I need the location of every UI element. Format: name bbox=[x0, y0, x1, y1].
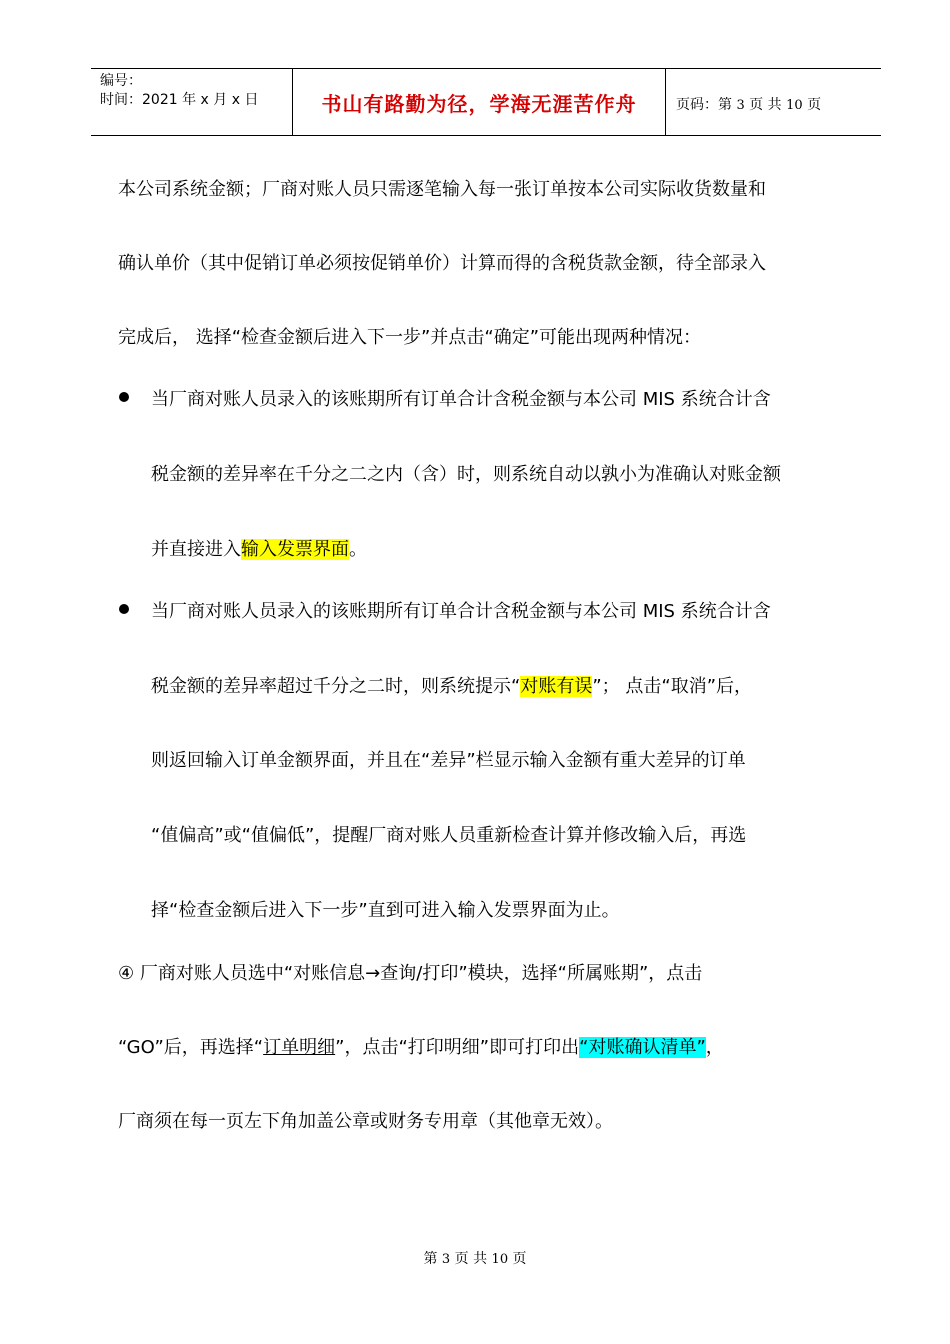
highlight-confirm-list: “对账确认清单” bbox=[579, 1037, 706, 1058]
header-top-rule bbox=[91, 68, 881, 69]
step4-line-2-start: “GO”后，再选择“ bbox=[118, 1037, 264, 1058]
page-total: 10 bbox=[786, 98, 803, 113]
bullet2-line-4: “值偏高”或“值偏低”，提醒厂商对账人员重新检查计算并修改输入后，再选 bbox=[151, 825, 747, 846]
step4-line-2-end: ， bbox=[705, 1037, 724, 1058]
page-mid: 页 共 bbox=[744, 97, 787, 113]
step4-line-2-middle: ”，点击“打印明细”即可打印出 bbox=[335, 1037, 580, 1058]
footer-current: 3 bbox=[441, 1252, 451, 1267]
bullet1-line-1: 当厂商对账人员录入的该账期所有订单合计含税金额与本公司 MIS 系统合计含 bbox=[151, 389, 771, 410]
bullet1-line-3-start: 并直接进入 bbox=[151, 539, 241, 560]
bullet1-line-3 bbox=[151, 535, 367, 561]
header-meta bbox=[100, 72, 258, 110]
step4-line-3: 厂商须在每一页左下角加盖公章或财务专用章（其他章无效）。 bbox=[118, 1111, 613, 1132]
header-divider-right bbox=[665, 68, 666, 135]
bullet2-line-2 bbox=[151, 672, 752, 698]
step4-line-1: ④ 厂商对账人员选中“对账信息→查询/打印”模块，选择“所属账期”，点击 bbox=[118, 963, 703, 984]
footer-suffix: 页 bbox=[508, 1251, 527, 1267]
bullet2-line-5: 择“检查金额后进入下一步”直到可进入输入发票界面为止。 bbox=[151, 900, 620, 921]
body-line-3: 完成后， 选择“检查金额后进入下一步”并点击“确定”可能出现两种情况： bbox=[118, 327, 702, 348]
footer-page-number bbox=[0, 1248, 950, 1268]
page-prefix: 页码：第 bbox=[676, 97, 737, 113]
bullet1-line-2: 税金额的差异率在千分之二之内（含）时，则系统自动以孰小为准确认对账金额 bbox=[151, 464, 781, 485]
footer-total: 10 bbox=[491, 1252, 509, 1267]
header-motto: 书山有路勤为径，学海无涯苦作舟 bbox=[321, 92, 637, 116]
header-page-indicator bbox=[676, 94, 821, 114]
header-bottom-rule bbox=[91, 135, 881, 136]
page-suffix: 页 bbox=[802, 97, 822, 113]
highlight-reconcile-error: 对账有误 bbox=[520, 676, 593, 697]
body-line-2: 确认单价（其中促销订单必须按促销单价）计算而得的含税货款金额，待全部录入 bbox=[118, 253, 766, 274]
footer-mid: 页 共 bbox=[450, 1251, 492, 1267]
bullet2-line-3: 则返回输入订单金额界面，并且在“差异”栏显示输入金额有重大差异的订单 bbox=[151, 750, 746, 771]
bullet-icon bbox=[119, 392, 129, 402]
doc-time-label: 时间：2021 年 x 月 x 日 bbox=[100, 92, 259, 108]
bullet2-line-1: 当厂商对账人员录入的该账期所有订单合计含税金额与本公司 MIS 系统合计含 bbox=[151, 601, 771, 622]
bullet1-line-3-end: 。 bbox=[349, 539, 367, 560]
body-line-1: 本公司系统金额；厂商对账人员只需逐笔输入每一张订单按本公司实际收货数量和 bbox=[118, 179, 766, 200]
bullet-icon bbox=[119, 604, 129, 614]
step4-line-2 bbox=[118, 1033, 724, 1059]
highlight-input-invoice: 输入发票界面 bbox=[241, 539, 349, 560]
page-current: 3 bbox=[736, 98, 745, 113]
footer-prefix: 第 bbox=[423, 1251, 442, 1267]
doc-number-label: 编号： bbox=[100, 73, 142, 89]
order-detail-link: 订单明细 bbox=[263, 1037, 336, 1058]
bullet2-line-2-start: 税金额的差异率超过千分之二时，则系统提示“ bbox=[151, 676, 521, 697]
bullet2-line-2-end: ”； 点击“取消”后， bbox=[592, 676, 753, 697]
